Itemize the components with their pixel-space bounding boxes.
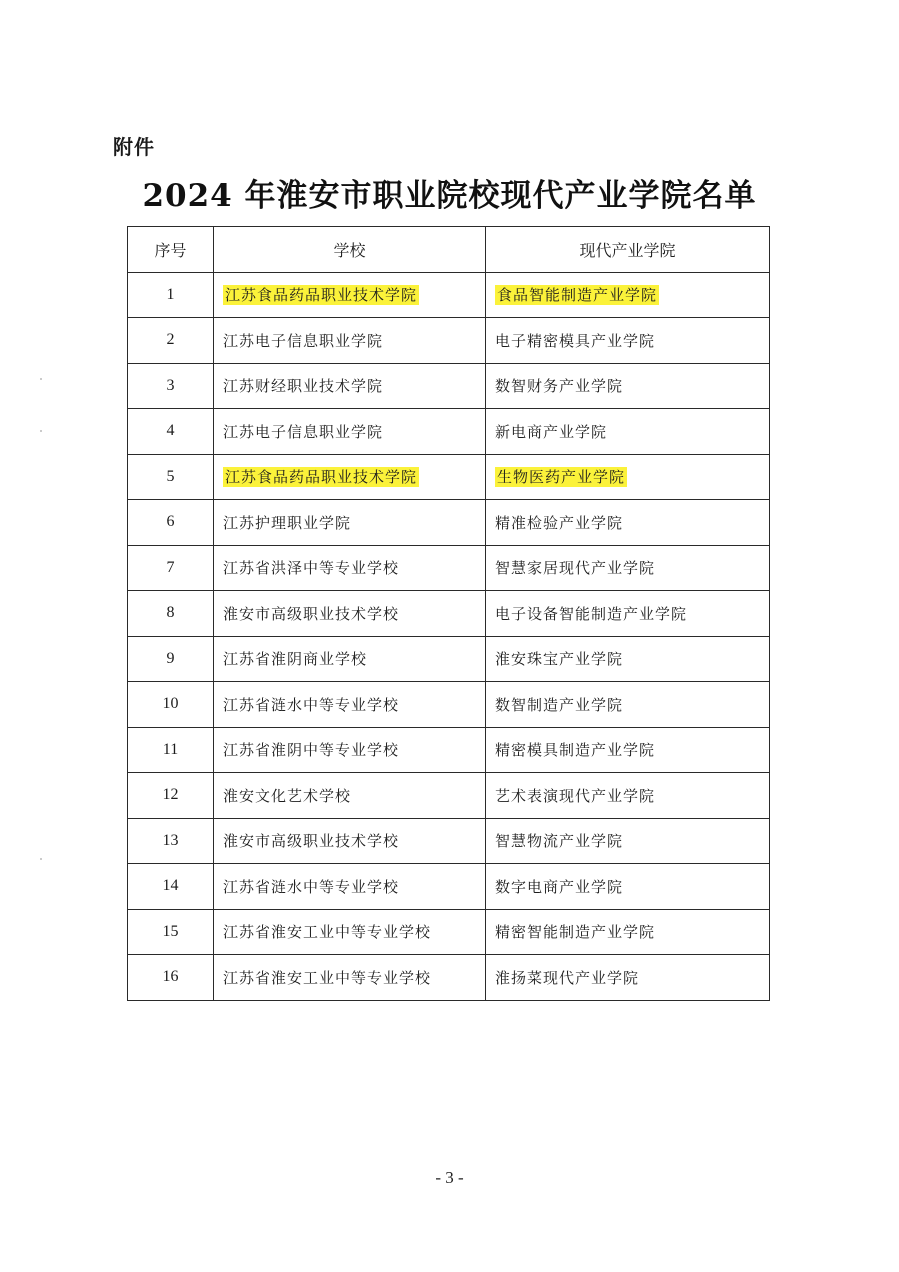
school-name: 江苏省淮安工业中等专业学校 [223,968,432,987]
school-name: 江苏省洪泽中等专业学校 [223,559,400,578]
page-number: - 3 - [435,1168,464,1187]
table-body [128,272,770,1000]
college-cell [486,636,770,682]
school-name: 淮安文化艺术学校 [223,786,352,805]
college-name: 数字电商产业学院 [495,877,624,896]
college-name: 淮安珠宝产业学院 [495,650,624,669]
table-row [128,272,770,318]
school-name: 江苏省淮阴中等专业学校 [223,741,400,760]
serial-number-cell: 12 [128,773,214,819]
college-name: 电子精密模具产业学院 [495,331,656,350]
college-cell [486,818,770,864]
school-cell [214,318,486,364]
table-row [128,363,770,409]
table-row [128,318,770,364]
table-header-row [128,227,770,273]
college-cell [486,272,770,318]
table-row [128,727,770,773]
college-cell [486,773,770,819]
college-list-table [127,226,770,1001]
school-cell [214,454,486,500]
serial-number-cell: 15 [128,909,214,955]
school-cell [214,591,486,637]
serial-number-cell: 5 [128,454,214,500]
serial-number-cell: 7 [128,545,214,591]
school-name: 江苏省涟水中等专业学校 [223,695,400,714]
college-cell [486,727,770,773]
school-name-highlighted: 江苏食品药品职业技术学院 [225,286,418,305]
college-cell [486,682,770,728]
header-school: 学校 [214,227,486,273]
school-name: 江苏电子信息职业学院 [223,422,384,441]
table-row [128,409,770,455]
serial-number-cell: 14 [128,864,214,910]
college-name: 淮扬菜现代产业学院 [495,968,640,987]
college-name: 精密模具制造产业学院 [495,741,656,760]
college-name: 新电商产业学院 [495,422,608,441]
scan-speck [40,430,42,432]
school-cell [214,500,486,546]
college-name: 智慧物流产业学院 [495,832,624,851]
college-cell [486,591,770,637]
serial-number-cell: 6 [128,500,214,546]
college-name: 数智制造产业学院 [495,695,624,714]
college-list-table-wrapper [127,226,770,1001]
college-cell [486,454,770,500]
header-modern-industry-college: 现代产业学院 [486,227,770,273]
school-cell [214,818,486,864]
college-cell [486,545,770,591]
table-row [128,909,770,955]
table-row [128,955,770,1001]
serial-number-cell: 4 [128,409,214,455]
college-cell [486,500,770,546]
table-row [128,545,770,591]
school-cell [214,909,486,955]
school-name: 江苏护理职业学院 [223,513,352,532]
table-row [128,864,770,910]
college-cell [486,318,770,364]
school-cell [214,727,486,773]
table-row [128,500,770,546]
school-name: 淮安市高级职业技术学校 [223,604,400,623]
school-cell [214,864,486,910]
school-cell [214,272,486,318]
college-cell [486,909,770,955]
school-cell [214,363,486,409]
serial-number-cell: 2 [128,318,214,364]
school-cell [214,682,486,728]
table-row [128,636,770,682]
table-row [128,454,770,500]
college-name-highlighted: 生物医药产业学院 [497,468,626,487]
school-cell [214,409,486,455]
table-row [128,773,770,819]
school-cell [214,545,486,591]
school-name: 江苏省淮安工业中等专业学校 [223,923,432,942]
header-serial-number: 序号 [128,227,214,273]
school-cell [214,955,486,1001]
serial-number-cell: 1 [128,272,214,318]
school-name: 江苏省涟水中等专业学校 [223,877,400,896]
serial-number-cell: 10 [128,682,214,728]
serial-number-cell: 16 [128,955,214,1001]
school-name: 淮安市高级职业技术学校 [223,832,400,851]
school-cell [214,773,486,819]
serial-number-cell: 13 [128,818,214,864]
school-name: 江苏财经职业技术学院 [223,377,384,396]
college-name: 艺术表演现代产业学院 [495,786,656,805]
school-name-highlighted: 江苏食品药品职业技术学院 [225,468,418,487]
school-cell [214,636,486,682]
college-name: 数智财务产业学院 [495,377,624,396]
school-name: 江苏省淮阴商业学校 [223,650,368,669]
serial-number-cell: 8 [128,591,214,637]
table-row [128,818,770,864]
college-cell [486,864,770,910]
scan-speck [40,858,42,860]
scan-speck [40,378,42,380]
college-name-highlighted: 食品智能制造产业学院 [497,286,658,305]
college-cell [486,955,770,1001]
serial-number-cell: 11 [128,727,214,773]
attachment-label: 附件 [113,135,155,159]
table-row [128,682,770,728]
college-name: 电子设备智能制造产业学院 [495,604,688,623]
college-cell [486,363,770,409]
college-name: 精密智能制造产业学院 [495,923,656,942]
college-name: 智慧家居现代产业学院 [495,559,656,578]
serial-number-cell: 9 [128,636,214,682]
document-title: 2024 年淮安市职业院校现代产业学院名单 [142,178,757,214]
table-row [128,591,770,637]
serial-number-cell: 3 [128,363,214,409]
college-name: 精准检验产业学院 [495,513,624,532]
college-cell [486,409,770,455]
school-name: 江苏电子信息职业学院 [223,331,384,350]
